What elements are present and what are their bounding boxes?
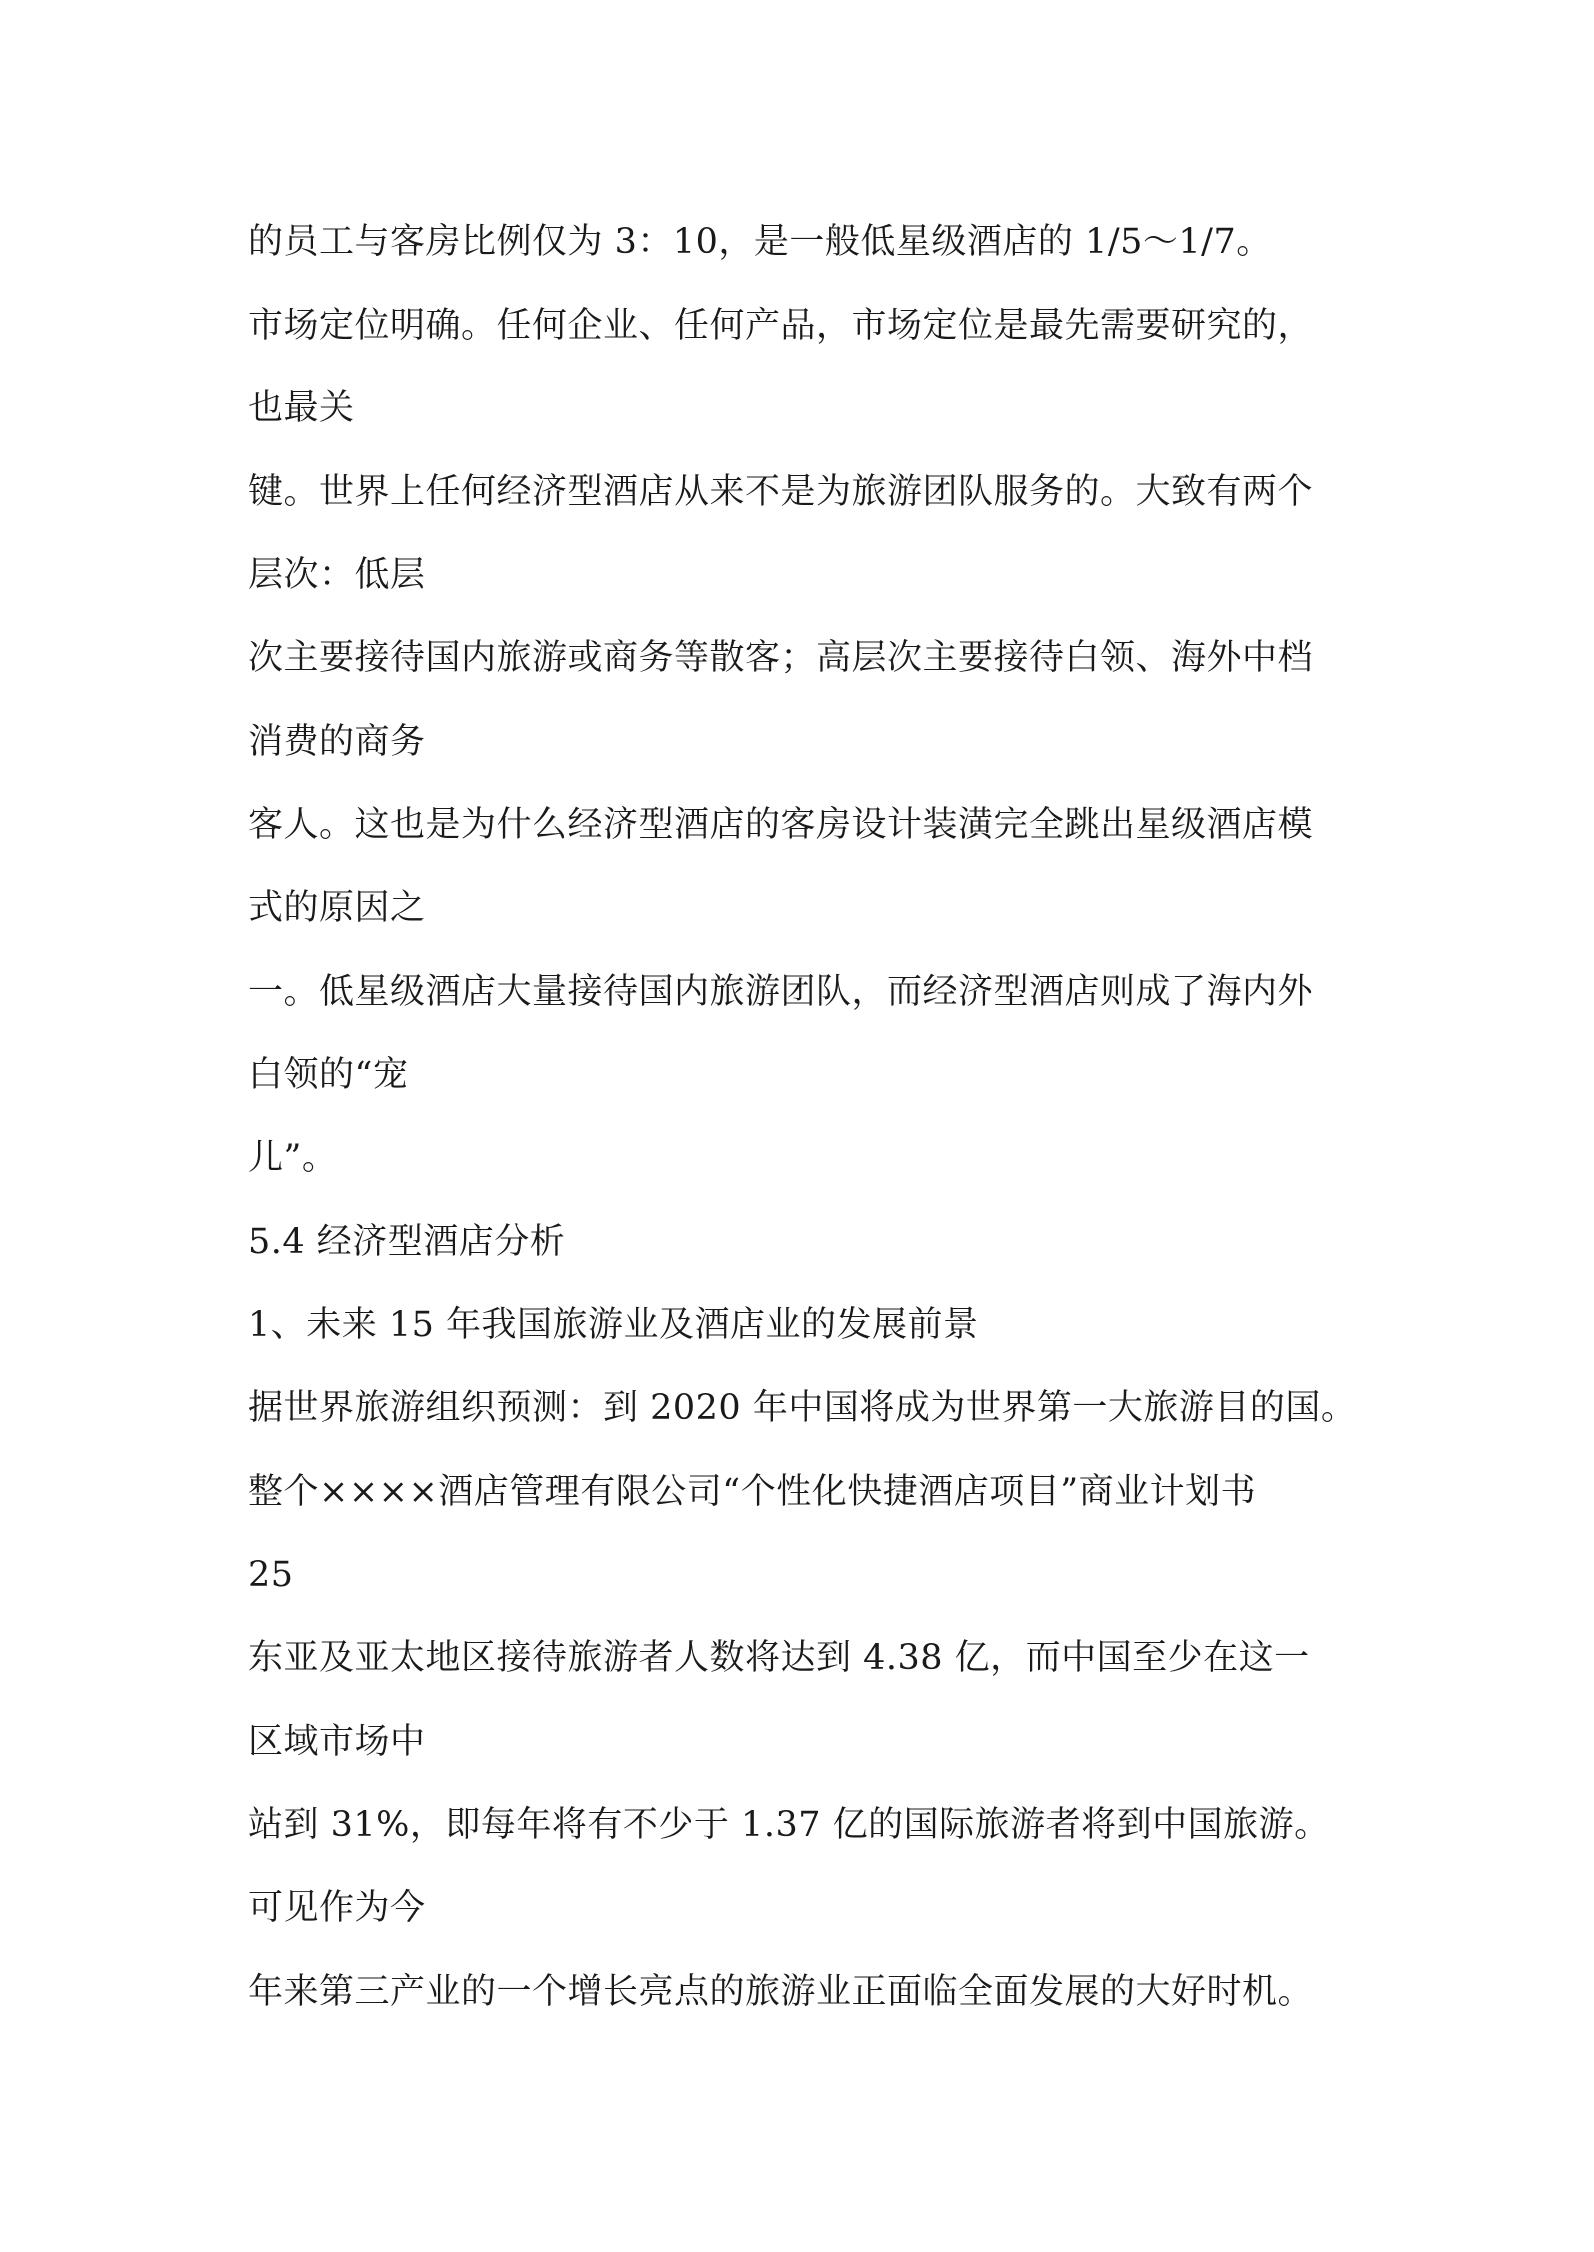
text-line-10: 一。低星级酒店大量接待国内旅游团队，而经济型酒店则成了海内外 [248, 972, 1314, 1012]
text-line-2: 市场定位明确。任何企业、任何产品，市场定位是最先需要研究的， [248, 306, 1314, 346]
text-line-3: 也最关 [248, 388, 355, 428]
text-line-22: 年来第三产业的一个增长亮点的旅游业正面临全面发展的大好时机。 [248, 1972, 1314, 2012]
text-line-4: 键。世界上任何经济型酒店从来不是为旅游团队服务的。大致有两个 [248, 472, 1314, 512]
text-line-8: 客人。这也是为什么经济型酒店的客房设计装潢完全跳出星级酒店模 [248, 805, 1314, 845]
text-line-12: 儿”。 [248, 1138, 338, 1178]
section-heading: 5.4 经济型酒店分析 [248, 1222, 566, 1262]
text-line-18: 东亚及亚太地区接待旅游者人数将达到 4.38 亿，而中国至少在这一 [248, 1638, 1310, 1678]
text-line-6: 次主要接待国内旅游或商务等散客；高层次主要接待白领、海外中档 [248, 638, 1314, 678]
text-line-1: 的员工与客房比例仅为 3：10，是一般低星级酒店的 1/5～1/7。 [248, 222, 1272, 262]
text-line-21: 可见作为今 [248, 1888, 426, 1928]
text-line-19: 区域市场中 [248, 1722, 426, 1762]
subsection-heading: 1、未来 15 年我国旅游业及酒店业的发展前景 [248, 1305, 979, 1345]
text-line-20: 站到 31%，即每年将有不少于 1.37 亿的国际旅游者将到中国旅游。 [248, 1805, 1330, 1845]
text-line-5: 层次：低层 [248, 555, 426, 595]
page-number: 25 [248, 1555, 294, 1595]
text-line-9: 式的原因之 [248, 888, 426, 928]
text-line-7: 消费的商务 [248, 722, 426, 762]
running-header: 整个××××酒店管理有限公司“个性化快捷酒店项目”商业计划书 [248, 1472, 1257, 1512]
text-line-11: 白领的“宠 [248, 1055, 409, 1095]
text-line-15: 据世界旅游组织预测：到 2020 年中国将成为世界第一大旅游目的国。 [248, 1388, 1357, 1428]
